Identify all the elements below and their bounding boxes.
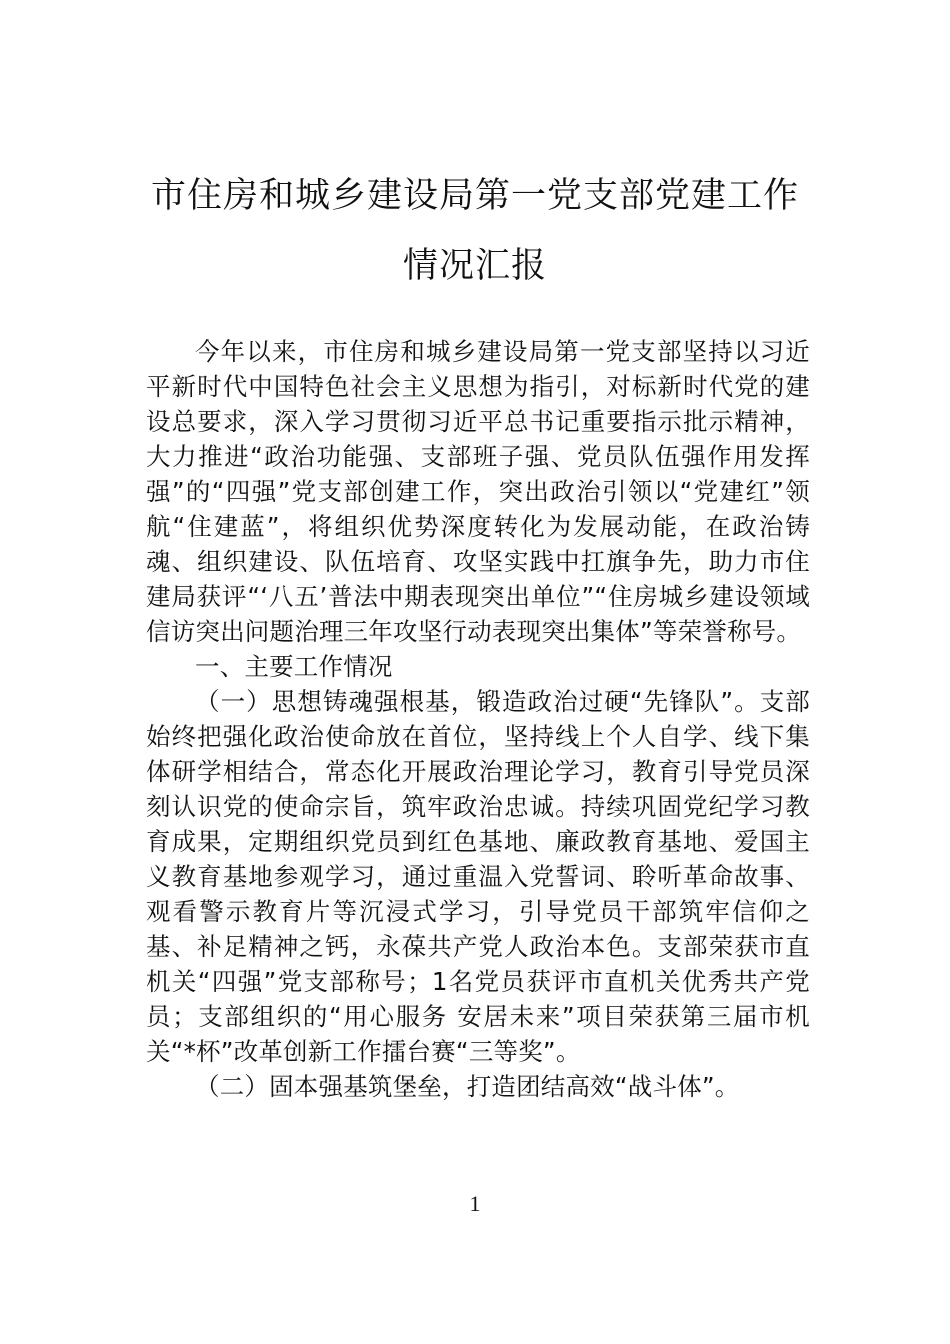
- subsection-paragraph-1: （一）思想铸魂强根基，锻造政治过硬“先锋队”。支部始终把强化政治使命放在首位，坚持线上个人自学、线下集体研学相结合，常态化开展政治理论学习，教育引导党员深刻认识党的使命宗旨，筑牢政治忠诚。持续巩固党纪学习教育成果，定期组织党员到红色基地、廉政教育基地、爱国主义教育基地参观学习，通过重温入党誓词、聆听革命故事、观看警示教育片等沉浸式学习，引导党员干部筑牢信仰之基、补足精神之钙，永葆共产党人政治本色。支部荣获市直机关“四强”党支部称号；1名党员获评市直机关优秀共产党员；支部组织的“用心服务 安居未来”项目荣获第三届市机关“*杯”改革创新工作擂台赛“三等奖”。: [146, 687, 810, 1066]
- document-title-line-2: 情况汇报: [402, 246, 547, 286]
- intro-paragraph: 今年以来，市住房和城乡建设局第一党支部坚持以习近平新时代中国特色社会主义思想为指引，对标新时代党的建设总要求，深入学习贯彻习近平总书记重要指示批示精神，大力推进“政治功能强、支部班子强、党员队伍强作用发挥强”的“四强”党支部创建工作，突出政治引领以“党建红”领航“住建蓝”，将组织优势深度转化为发展动能，在政治铸魂、组织建设、队伍培育、攻坚实践中扛旗争先，助力市住建局获评“‘八五’普法中期表现突出单位”“住房城乡建设领域信访突出问题治理三年攻坚行动表现突出集体”等荣誉称号。: [146, 337, 810, 646]
- document-body: [146, 334, 810, 1104]
- document-title-line-1: 市住房和城乡建设局第一党支部党建工作: [150, 176, 799, 216]
- subsection-paragraph-2: （二）固本强基筑堡垒，打造团结高效“战斗体”。: [195, 1072, 740, 1101]
- page-number: 1: [469, 1191, 481, 1216]
- section-heading: 一、主要工作情况: [195, 652, 393, 681]
